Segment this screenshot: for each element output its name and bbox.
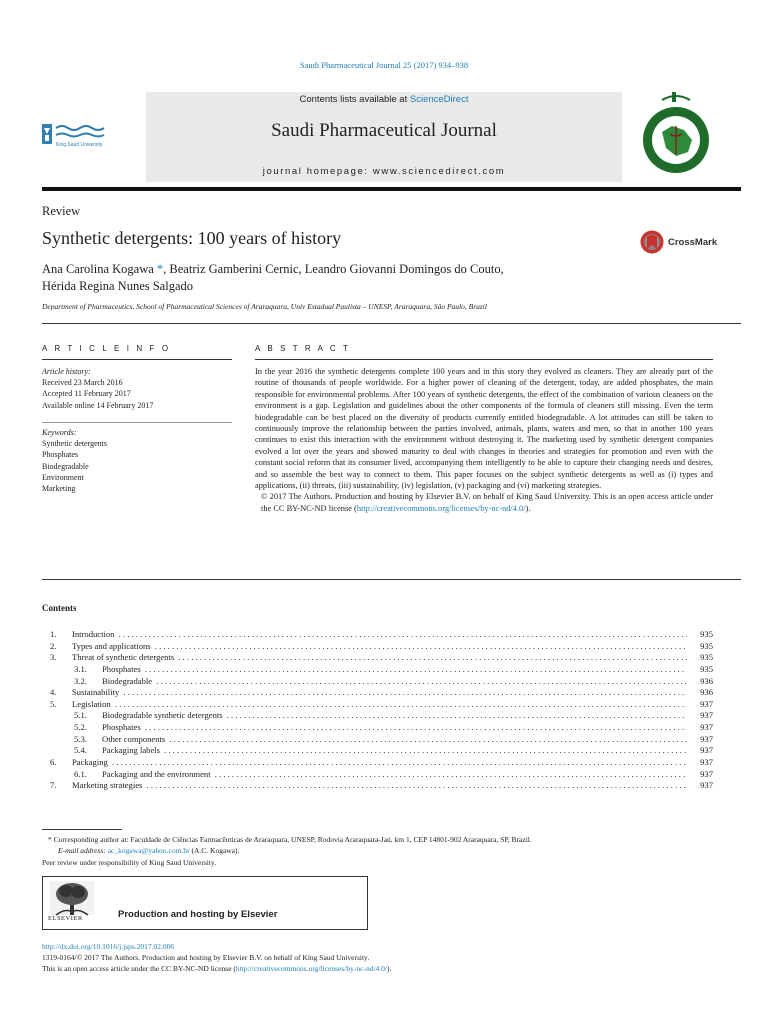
production-hosting-label: Production and hosting by Elsevier <box>118 909 278 920</box>
contents-availability <box>146 94 622 105</box>
authors-line1-a: Ana Carolina Kogawa <box>42 262 154 276</box>
issn-line: 1319-0164/© 2017 The Authors. Production and hosting by Elsevier B.V. on behalf of King Saud University. <box>42 953 370 962</box>
journal-homepage[interactable]: journal homepage: www.sciencedirect.com <box>262 166 506 177</box>
oa-suffix: ). <box>386 964 392 973</box>
toc-label-text: Packaging labels <box>102 745 160 756</box>
email-link[interactable]: ac_kogawa@yahoo.com.br <box>107 846 190 855</box>
toc-label-text: Packaging and the environment <box>102 768 211 779</box>
toc-label <box>72 687 687 699</box>
toc-entry[interactable] <box>42 722 713 734</box>
toc-number: 3.1. <box>74 663 87 674</box>
contents-prefix: Contents lists available at <box>299 94 410 105</box>
history-keywords-rule <box>42 422 232 423</box>
history-received: Received 23 March 2016 <box>42 378 123 388</box>
keywords <box>42 427 232 494</box>
toc-entry[interactable] <box>42 652 713 664</box>
toc-entry[interactable] <box>42 745 713 757</box>
doi-link[interactable]: http://dx.doi.org/10.1016/j.jsps.2017.02.006 <box>42 942 175 951</box>
header-divider <box>42 187 741 191</box>
article-info-rule <box>42 359 232 360</box>
toc-label-text: Other components <box>102 733 166 744</box>
toc-label <box>72 757 687 769</box>
toc-label-text: Sustainability <box>72 687 120 698</box>
journal-citation[interactable]: Saudi Pharmaceutical Journal 25 (2017) 934–938 <box>299 60 469 70</box>
toc-label-text: Phosphates <box>102 722 141 733</box>
crossmark-label: CrossMark <box>668 237 718 248</box>
saudi-pharmaceutical-society-emblem <box>638 90 714 176</box>
keyword: Biodegradable <box>42 461 89 471</box>
abstract-divider <box>42 579 741 580</box>
copyright-end: ). <box>525 503 531 513</box>
footnote-rule <box>42 829 122 830</box>
toc-label-text: Introduction <box>72 629 115 639</box>
toc-label-text: Phosphates <box>102 663 141 674</box>
toc-label <box>102 676 687 688</box>
abstract-heading: A B S T R A C T <box>255 344 351 353</box>
toc-page-number: 937 <box>700 757 713 768</box>
toc-entry[interactable] <box>42 687 713 699</box>
toc-label <box>102 664 687 676</box>
toc-page-number: 937 <box>700 698 713 709</box>
keywords-label: Keywords: <box>42 428 77 437</box>
keyword: Synthetic detergents <box>42 439 107 449</box>
affiliation: Department of Pharmaceutics, School of Pharmaceutical Sciences of Araraquara, Univ Estadual Paulista – UNESP, Araraquara, São Paulo, Brazil <box>42 302 487 311</box>
toc-entry[interactable] <box>42 699 713 711</box>
toc-page-number: 937 <box>700 733 713 744</box>
toc-page-number: 936 <box>700 687 713 698</box>
abstract-text: In the year 2016 the synthetic detergents complete 100 years and in this story they evolved as cleaners. They are already part of the routine of thousands of people worldwide. For a higher power of cleaning of the detergent, today, are added phosphates, the main responsible for environmental problems. After 100 years of synthetic detergents, the effect of the combination of various cleaners on the environment is a gap. Legislation and guidelines about the other components of the formula of cleaners still missing. Even the term biodegradable can be best placed on the diversity of products currently entitled biodegradable. A lot attitudes can still be taken to continuously improve the relationship between the parties involved, animals, plants, waters and men, so that in another 100 years continues to exist this interaction with the environment without destroying it. The marketing used by synthetic detergent companies evolved a lot over the years and showed maturity to deal with changes in theories and strategies for promotion and even with the constant social reform that its consumer lived, accompanying them intelligently to be able to capture their changing needs and desires, and so assemble the best way to connect to them. This paper focuses on the subject synthetic detergents as well as (i) types and applications, (ii) threats, (iii) sustainability, (iv) legislation, (v) packaging and (vi) marketing strategies. <box>255 367 713 491</box>
toc-entry[interactable] <box>42 629 713 641</box>
toc-page-number: 937 <box>700 745 713 756</box>
keyword: Marketing <box>42 484 76 494</box>
toc-entry[interactable] <box>42 664 713 676</box>
crossmark-icon <box>640 229 664 255</box>
toc-entry[interactable] <box>42 769 713 781</box>
article-info-heading: A R T I C L E I N F O <box>42 344 171 353</box>
toc-entry[interactable] <box>42 780 713 792</box>
toc-number: 5. <box>50 698 57 709</box>
oa-license-link[interactable]: http://creativecommons.org/licenses/by-nc-nd/4.0/ <box>235 964 387 973</box>
king-saud-university-logo <box>42 120 124 150</box>
toc-label <box>72 652 687 664</box>
toc-label <box>102 710 687 722</box>
open-access-line <box>42 963 391 974</box>
abstract-body <box>255 366 713 514</box>
sciencedirect-link[interactable]: ScienceDirect <box>409 94 469 105</box>
elsevier-wordmark: ELSEVIER <box>48 915 83 922</box>
toc-label-text: Biodegradable synthetic detergents <box>102 710 223 721</box>
toc-label <box>102 745 687 757</box>
contents-heading: Contents <box>42 603 77 613</box>
history-accepted: Accepted 11 February 2017 <box>42 389 131 399</box>
journal-title: Saudi Pharmaceutical Journal <box>271 120 497 141</box>
toc-page-number: 935 <box>700 663 713 674</box>
keyword: Phosphates <box>42 450 78 460</box>
email-label: E-mail address: <box>58 846 108 855</box>
keyword: Environment <box>42 472 84 482</box>
article-title: Synthetic detergents: 100 years of history <box>42 228 342 248</box>
toc-label-text: Types and applications <box>72 640 151 651</box>
email-suffix: (A.C. Kogawa). <box>189 846 240 855</box>
article-history <box>42 366 232 411</box>
toc-number: 5.3. <box>74 733 87 744</box>
oa-prefix: This is an open access article under the CC BY-NC-ND license ( <box>42 964 236 973</box>
toc-number: 3.2. <box>74 675 87 686</box>
toc-page-number: 936 <box>700 675 713 686</box>
license-link[interactable]: http://creativecommons.org/licenses/by-nc-nd/4.0/ <box>356 503 526 513</box>
toc-number: 5.2. <box>74 722 87 733</box>
abstract-rule <box>255 359 713 360</box>
toc-number: 3. <box>50 652 57 663</box>
toc-label-text: Threat of synthetic detergents <box>72 652 175 663</box>
toc-label-text: Biodegradable <box>102 675 153 686</box>
history-label: Article history: <box>42 367 91 376</box>
history-online: Available online 14 February 2017 <box>42 400 154 410</box>
toc-label-text: Packaging <box>72 757 108 768</box>
author-list <box>42 261 642 295</box>
toc-page-number: 935 <box>700 640 713 651</box>
crossmark-badge[interactable] <box>640 229 720 257</box>
corresponding-author-mark[interactable]: * <box>153 262 164 276</box>
toc-label <box>72 629 687 641</box>
ksu-logo-text: King Saud University <box>56 142 103 148</box>
toc-entry[interactable] <box>42 710 713 722</box>
toc-number: 7. <box>50 780 57 791</box>
toc-number: 4. <box>50 687 57 698</box>
toc-number: 2. <box>50 640 57 651</box>
toc-entry[interactable] <box>42 641 713 653</box>
toc-page-number: 935 <box>700 629 713 639</box>
toc-label <box>72 641 687 653</box>
toc-entry[interactable] <box>42 734 713 746</box>
toc-label <box>72 780 687 792</box>
peer-review-note: Peer review under responsibility of King Saud University. <box>42 858 217 867</box>
article-type: Review <box>42 204 81 218</box>
toc-label <box>102 722 687 734</box>
toc-page-number: 937 <box>700 722 713 733</box>
toc-page-number: 937 <box>700 710 713 721</box>
corresponding-author-note: * Corresponding author at: Faculdade de Ciências Farmacêuticas de Araraquara, UNESP, Rodovia Araraquara-Jaú, km 1, CEP 14801-902 Araraquara, SP, Brazil. <box>48 835 532 844</box>
copyright-text: © 2017 The Authors. Production and hosting by Elsevier B.V. on behalf of King Saud University. This is an open access article under the CC BY-NC-ND license ( <box>261 492 713 513</box>
toc-entry[interactable] <box>42 757 713 769</box>
abstract-copyright <box>255 491 713 514</box>
toc-page-number: 935 <box>700 652 713 663</box>
toc-label <box>102 769 687 781</box>
toc-label-text: Marketing strategies <box>72 780 143 791</box>
toc-label <box>72 699 687 711</box>
toc-label <box>102 734 687 746</box>
email-note <box>58 845 239 856</box>
authors-line2: Hérida Regina Nunes Salgado <box>42 279 194 293</box>
toc-number: 1. <box>50 629 57 639</box>
authors-line1-b: , Beatriz Gamberini Cernic, Leandro Giovanni Domingos do Couto, <box>163 262 504 276</box>
toc-number: 5.4. <box>74 745 87 756</box>
toc-number: 6. <box>50 757 57 768</box>
toc-entry[interactable] <box>42 676 713 688</box>
affiliation-divider <box>42 323 741 324</box>
toc-number: 5.1. <box>74 710 87 721</box>
toc-page-number: 937 <box>700 780 713 791</box>
table-of-contents <box>42 629 713 792</box>
toc-page-number: 937 <box>700 768 713 779</box>
toc-number: 6.1. <box>74 768 87 779</box>
toc-label-text: Legislation <box>72 698 111 709</box>
